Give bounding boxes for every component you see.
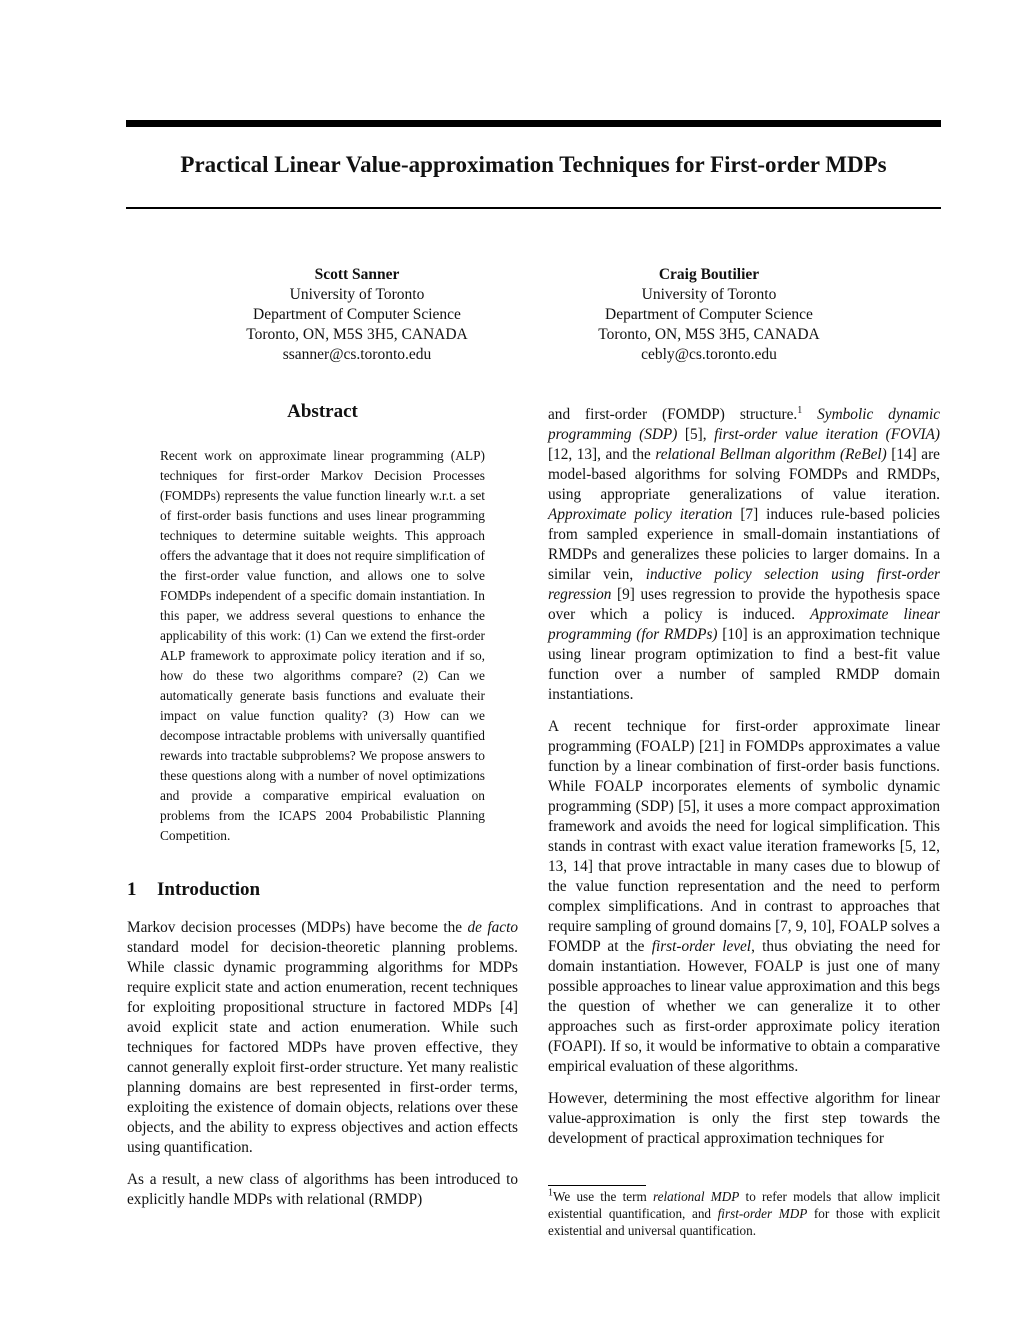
abstract-heading: Abstract (287, 401, 358, 422)
footnote-rule (548, 1185, 646, 1186)
author-email[interactable]: ssanner@cs.toronto.edu (282, 346, 432, 363)
intro-paragraph-2: As a result, a new class of algorithms has been introduced to explicitly handle MDPs with relational (RMDP) (127, 1171, 518, 1208)
author-name: Craig Boutilier (658, 266, 760, 283)
left-column (127, 400, 518, 1222)
author-address: Toronto, ON, M5S 3H5, CANADA (246, 326, 468, 343)
footnote-marker[interactable]: 1 (797, 404, 803, 416)
section-title: Introduction (157, 879, 261, 900)
author-name: Scott Sanner (314, 266, 400, 283)
footnote-1: $^1$We use the term relational MDP to refer models that allow implicit existential quantification, and first-order MDP for those with explicit existential and universal quantification. (548, 1187, 940, 1238)
author-block-1 (192, 265, 522, 365)
right-column (548, 405, 940, 1161)
footnote-number: 1 (548, 1187, 553, 1199)
title-bottom-rule (126, 207, 941, 209)
intro-paragraph-4: A recent technique for first-order approximate linear programming (FOALP) [21] in FOMDPs approximates a value function by a linear combination of first-order basis functions. While FOALP incorporates elements of symbolic dynamic programming (SDP) [5], it uses a more compact approximation framework and avoids the need for logical simplification. This stands in contrast with exact value iteration frameworks [5, 12, 13, 14] that prove intractable in many cases due to blowup of the value function representation and the need to perform complex simplifications. And in contrast to approaches that require sampling of ground domains [7, 9, 10], FOALP solves a FOMDP at the first-order level, thus obviating the need for domain instantiation. However, FOALP is just one of many possible approaches to linear value approximation and this begs the question of whether we can generalize it to other approaches such as first-order approximate policy iteration (FOAPI). If so, it would be informative to obtain a comparative empirical evaluation of these algorithms. (548, 718, 940, 1075)
section-heading-introduction (127, 878, 518, 902)
author-address: Toronto, ON, M5S 3H5, CANADA (598, 326, 820, 343)
intro-paragraph-3: and first-order (FOMDP) structure.$^1$ Symbolic dynamic programming (SDP) [5], first-order value iteration (FOVIA) [12, 13], and the relational Bellman algorithm (ReBel) [14] are model-based algorithms for solving FOMDPs and RMDPs, using appropriate generalizations of value iteration. Approximate policy iteration [7] induces rule-based policies from sampled experience in small-domain instantiations of RMDPs and generalizes these policies to larger domains. In a similar vein, inductive policy selection using first-order regression [9] uses regression to provide the hypothesis space over which a policy is induced. Approximate linear programming (for RMDPs) [10] is an approximation technique using linear program optimization to find a best-fit value function over a number of sampled RMDP domain instantiations. (548, 404, 941, 703)
author-block-2 (544, 265, 874, 365)
paper-title: Practical Linear Value-approximation Techniques for First-order MDPs (180, 152, 887, 177)
section-number: 1 (127, 879, 137, 900)
intro-paragraph-1: Markov decision processes (MDPs) have become the de facto standard model for decision-theoretic planning problems. While classic dynamic programming algorithms for MDPs require explicit state and action enumeration, recent techniques for exploiting propositional structure in factored MDPs [4] avoid explicit state and action enumeration. While such techniques for factored MDPs have proven effective, they cannot generally exploit first-order structure. Yet many realistic planning domains are best represented in first-order terms, exploiting the existence of domain objects, relations over these objects, and the ability to express objectives and action effects using quantification. (127, 919, 518, 1156)
author-department: Department of Computer Science (253, 306, 461, 323)
author-affiliation: University of Toronto (641, 286, 777, 303)
author-affiliation: University of Toronto (289, 286, 425, 303)
abstract-text: Recent work on approximate linear programming (ALP) techniques for first-order Markov Decision Processes (FOMDPs) represents the value function linearly w.r.t. a set of first-order basis functions and uses linear programming techniques to determine suitable weights. This approach offers the advantage that it does not require simplification of the first-order value function, and allows one to solve FOMDPs independent of a specific domain instantiation. In this paper, we address several questions to enhance the applicability of this work: (1) Can we extend the first-order ALP framework to approximate policy iteration and if so, how do these two algorithms compare? (2) Can we automatically generate basis functions and evaluate their impact on value function quality? (3) How can we decompose intractable problems with universally quantified rewards into tractable subproblems? We propose answers to these questions along with a number of novel optimizations and provide a comparative empirical evaluation on problems from the ICAPS 2004 Probabilistic Planning Competition. (160, 448, 485, 843)
author-department: Department of Computer Science (605, 306, 813, 323)
intro-paragraph-5: However, determining the most effective algorithm for linear value-approximation is only the first step towards the development of practical approximation techniques for (548, 1090, 940, 1147)
title-top-rule (126, 120, 941, 127)
author-email[interactable]: cebly@cs.toronto.edu (641, 346, 777, 363)
